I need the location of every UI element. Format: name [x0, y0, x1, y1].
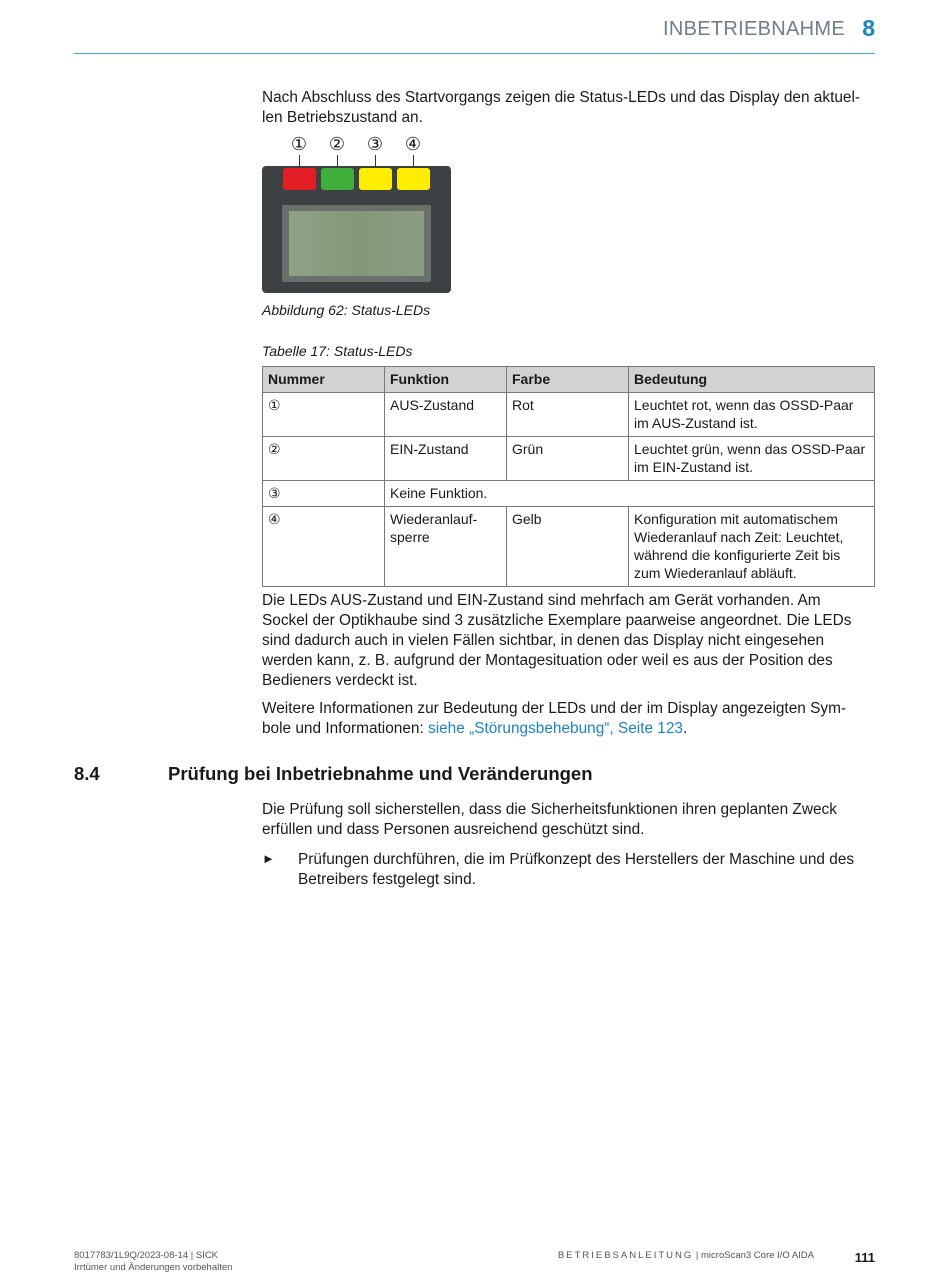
paragraph-line: sind dadurch auch in vielen Fällen sichtbar, in denen das Display nicht eingesehen [262, 632, 825, 649]
function-line: sperre [390, 529, 430, 545]
troubleshooting-link[interactable]: siehe „Störungsbehebung“, Seite 123 [428, 720, 683, 737]
cell-meaning [629, 507, 875, 587]
header-funktion: Funktion [385, 367, 507, 393]
marker-1: ① [290, 134, 308, 154]
intro-paragraph [262, 88, 875, 128]
cell-number: ④ [263, 507, 385, 587]
function-line: Wiederanlauf- [390, 511, 478, 527]
cell-number: ③ [263, 481, 385, 507]
cell-function [385, 507, 507, 587]
paragraph-line: Sockel der Optikhaube sind 3 zusätzliche Exemplare paarweise angeordnet. Die LEDs [262, 612, 852, 629]
footer-product: | microScan3 Core I/O AIDA [693, 1250, 814, 1261]
footer-document-info [558, 1250, 814, 1261]
header-nummer: Nummer [263, 367, 385, 393]
cell-function: EIN-Zustand [385, 437, 507, 481]
text-span: . [682, 720, 688, 737]
page-number: 111 [854, 1250, 875, 1265]
paragraph-line: Die Prüfung soll sicherstellen, dass die Sicherheitsfunktionen ihren geplanten Zweck [262, 801, 837, 818]
led-yellow [359, 168, 392, 190]
meaning-line: Leuchtet rot, wenn das OSSD-Paar [634, 397, 854, 413]
chapter-title: INBETRIEBNAHME [662, 18, 845, 40]
cell-meaning [629, 393, 875, 437]
meaning-line: zum Wiederanlauf abläuft. [634, 565, 797, 581]
leds-paragraph [262, 591, 875, 691]
paragraph-line: werden kann, z. B. aufgrund der Montagesituation oder weil es aus der Position des [262, 652, 833, 669]
more-info-paragraph [262, 699, 875, 739]
table-row [263, 507, 875, 587]
cell-meaning [629, 437, 875, 481]
marker-3: ③ [366, 134, 384, 154]
cell-number: ① [263, 393, 385, 437]
cell-color: Grün [507, 437, 629, 481]
footer-doc-id: 8017783/1L9Q/2023-08-14 | SICK [74, 1250, 219, 1261]
meaning-line: im EIN-Zustand ist. [634, 459, 754, 475]
bullet-line: Prüfungen durchführen, die im Prüfkonzept des Herstellers der Maschine und des [298, 851, 855, 868]
meaning-line: Leuchtet grün, wenn das OSSD-Paar [634, 441, 866, 457]
header-bedeutung: Bedeutung [629, 367, 875, 393]
cell-color: Rot [507, 393, 629, 437]
footer-disclaimer: Irrtümer und Änderungen vorbehalten [74, 1262, 233, 1273]
section-number: 8.4 [74, 763, 100, 784]
header-divider [74, 53, 875, 54]
figure-caption: Abbildung 62: Status-LEDs [262, 302, 431, 318]
table-row [263, 437, 875, 481]
display-screen [289, 211, 424, 276]
meaning-line: Wiederanlauf nach Zeit: Leuchtet, [634, 529, 844, 545]
paragraph-line: Bedieners verdeckt ist. [262, 672, 418, 689]
table-row [263, 481, 875, 507]
table-caption: Tabelle 17: Status-LEDs [262, 343, 413, 359]
section-paragraph [262, 800, 875, 840]
footer-left [74, 1250, 232, 1274]
led-yellow [397, 168, 430, 190]
intro-line: Nach Abschluss des Startvorgangs zeigen die Status-LEDs und das Display den aktuel- [262, 89, 861, 106]
meaning-line: Konfiguration mit automatischem [634, 511, 838, 527]
table-header-row [263, 367, 875, 393]
cell-number: ② [263, 437, 385, 481]
text-span: bole und Informationen: [262, 720, 428, 737]
meaning-line: während die konfigurierte Zeit bis [634, 547, 841, 563]
table-row [263, 393, 875, 437]
paragraph-line: Die LEDs AUS-Zustand und EIN-Zustand sind mehrfach am Gerät vorhanden. Am [262, 592, 821, 609]
footer-doc-type: BETRIEBSANLEITUNG [557, 1250, 694, 1261]
intro-line: len Betriebszustand an. [262, 109, 423, 126]
paragraph-line: erfüllen und dass Personen ausreichend geschützt sind. [262, 821, 645, 838]
led-green [321, 168, 354, 190]
bullet-item [298, 850, 875, 890]
section-title: Prüfung bei Inbetriebnahme und Veränderungen [168, 763, 593, 784]
marker-2: ② [328, 134, 346, 154]
chapter-number: 8 [862, 15, 875, 41]
marker-4: ④ [404, 134, 422, 154]
cell-function: AUS-Zustand [385, 393, 507, 437]
cell-color: Gelb [507, 507, 629, 587]
cell-span-note: Keine Funktion. [385, 481, 875, 507]
bullet-line: Betreibers festgelegt sind. [298, 871, 476, 888]
paragraph-line: Weitere Informationen zur Bedeutung der LEDs und der im Display angezeigten Sym- [262, 700, 847, 717]
meaning-line: im AUS-Zustand ist. [634, 415, 758, 431]
bullet-arrow-icon: ► [262, 851, 275, 866]
paragraph-line [262, 719, 875, 739]
header-farbe: Farbe [507, 367, 629, 393]
led-red [283, 168, 316, 190]
status-led-table [262, 366, 875, 587]
